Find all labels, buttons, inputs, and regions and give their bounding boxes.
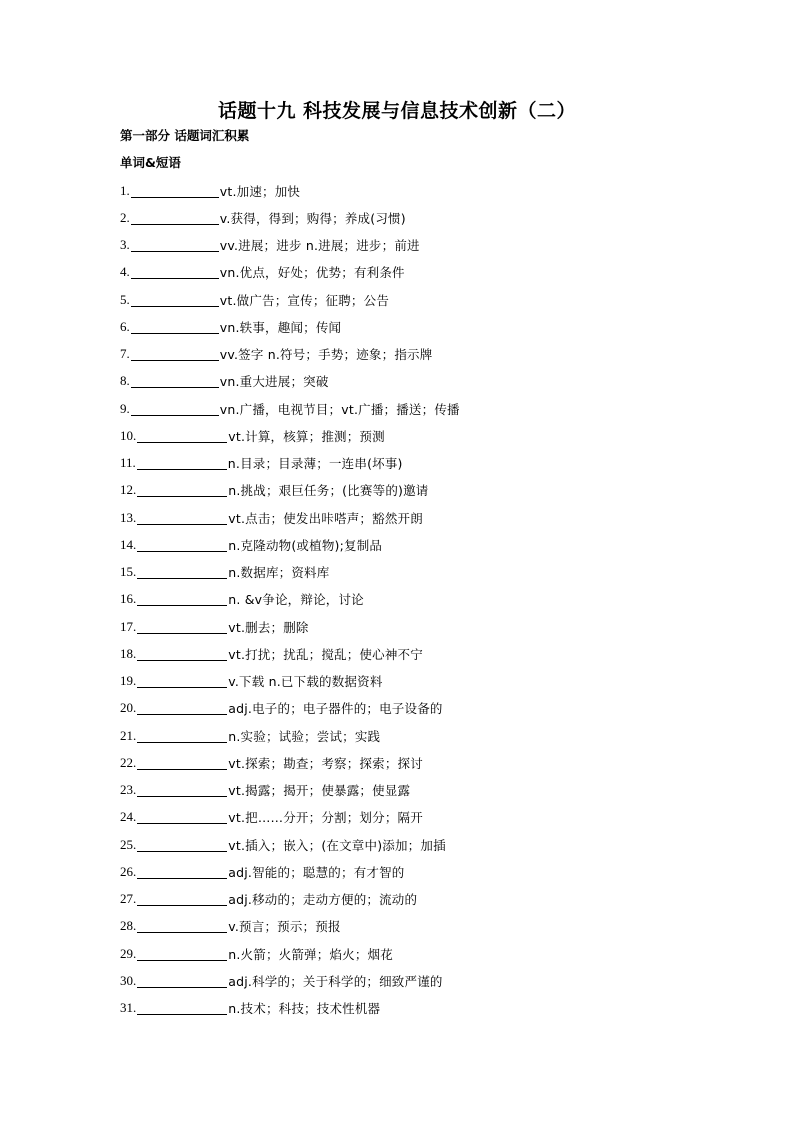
vocab-item: [120, 858, 680, 885]
item-definition: vv.签字 n.符号；手势；迹象；指示牌: [219, 347, 433, 363]
answer-blank[interactable]: [137, 919, 227, 933]
answer-blank[interactable]: [137, 701, 227, 715]
item-definition: vt.做广告；宣传；征聘；公告: [219, 292, 390, 308]
item-definition: vt.把……分开；分割；划分；隔开: [228, 810, 423, 826]
vocab-item: [120, 286, 680, 313]
item-number: 5.: [120, 291, 130, 307]
answer-blank[interactable]: [131, 293, 219, 307]
item-number: 1.: [120, 182, 130, 198]
item-definition: vt.打扰；扰乱；搅乱；使心神不宁: [228, 646, 423, 662]
answer-blank[interactable]: [137, 810, 227, 824]
item-number: 24.: [120, 809, 137, 825]
vocab-item: [120, 204, 680, 231]
item-definition: adj.电子的；电子器件的；电子设备的: [228, 701, 443, 717]
vocab-item: [120, 722, 680, 749]
item-number: 15.: [120, 564, 137, 580]
item-number: 30.: [120, 972, 137, 988]
item-definition: vt.揭露；揭开；使暴露；使显露: [228, 783, 411, 799]
answer-blank[interactable]: [131, 184, 219, 198]
section-heading: 第一部分 话题词汇积累: [120, 128, 250, 143]
item-definition: vn.优点，好处；优势；有利条件: [219, 265, 405, 281]
vocab-item: [120, 613, 680, 640]
item-definition: v.下载 n.已下载的数据资料: [228, 674, 383, 690]
answer-blank[interactable]: [131, 402, 219, 416]
item-definition: vt.计算，核算；推测；预测: [228, 428, 385, 444]
answer-blank[interactable]: [137, 511, 227, 525]
vocab-item: [120, 368, 680, 395]
item-definition: n.实验；试验；尝试；实践: [228, 728, 381, 744]
item-definition: adj.移动的；走动方便的；流动的: [228, 892, 418, 908]
answer-blank[interactable]: [137, 1001, 227, 1015]
answer-blank[interactable]: [137, 538, 227, 552]
item-number: 17.: [120, 618, 137, 634]
item-number: 6.: [120, 318, 130, 334]
item-definition: n.火箭；火箭弹；焰火；烟花: [228, 946, 393, 962]
vocab-item: [120, 804, 680, 831]
item-definition: vv.进展；进步 n.进展；进步；前进: [219, 238, 420, 254]
item-definition: adj.智能的；聪慧的；有才智的: [228, 864, 405, 880]
answer-blank[interactable]: [137, 756, 227, 770]
item-number: 3.: [120, 237, 130, 253]
vocab-item: [120, 504, 680, 531]
item-number: 27.: [120, 891, 137, 907]
vocab-item: [120, 341, 680, 368]
answer-blank[interactable]: [137, 838, 227, 852]
vocab-item: [120, 749, 680, 776]
vocab-item: [120, 395, 680, 422]
item-definition: vn.轶事，趣闻；传闻: [219, 319, 342, 335]
vocab-item: [120, 177, 680, 204]
item-definition: n.技术；科技；技术性机器: [228, 1001, 381, 1017]
vocab-list: [120, 177, 680, 1022]
vocab-item: [120, 777, 680, 804]
item-number: 20.: [120, 700, 137, 716]
answer-blank[interactable]: [137, 947, 227, 961]
answer-blank[interactable]: [137, 483, 227, 497]
vocab-item: [120, 640, 680, 667]
answer-blank[interactable]: [131, 374, 219, 388]
answer-blank[interactable]: [137, 783, 227, 797]
answer-blank[interactable]: [131, 265, 219, 279]
item-number: 16.: [120, 591, 137, 607]
item-number: 19.: [120, 673, 137, 689]
answer-blank[interactable]: [137, 620, 227, 634]
item-number: 9.: [120, 400, 130, 416]
item-definition: vn.重大进展；突破: [219, 374, 329, 390]
item-number: 21.: [120, 727, 137, 743]
answer-blank[interactable]: [131, 320, 219, 334]
vocab-item: [120, 313, 680, 340]
item-number: 11.: [120, 455, 136, 471]
vocab-item: [120, 967, 680, 994]
vocab-item: [120, 450, 680, 477]
answer-blank[interactable]: [137, 565, 227, 579]
item-definition: n.数据库；资料库: [228, 565, 330, 581]
answer-blank[interactable]: [137, 456, 227, 470]
answer-blank[interactable]: [131, 211, 219, 225]
item-number: 26.: [120, 863, 137, 879]
item-definition: n.克隆动物(或植物);复制品: [228, 537, 383, 553]
subsection-heading: 单词&短语: [120, 155, 181, 170]
item-definition: n.挑战；艰巨任务；(比赛等的)邀请: [228, 483, 429, 499]
page-title: 话题十九 科技发展与信息技术创新（二）: [217, 100, 577, 122]
item-number: 22.: [120, 754, 137, 770]
vocab-item: [120, 940, 680, 967]
answer-blank[interactable]: [131, 238, 219, 252]
item-number: 29.: [120, 945, 137, 961]
answer-blank[interactable]: [137, 429, 227, 443]
answer-blank[interactable]: [137, 865, 227, 879]
vocab-item: [120, 831, 680, 858]
vocab-item: [120, 995, 680, 1022]
item-number: 4.: [120, 264, 130, 280]
item-definition: adj.科学的；关于科学的；细致严谨的: [228, 973, 443, 989]
vocab-item: [120, 695, 680, 722]
item-number: 13.: [120, 509, 137, 525]
answer-blank[interactable]: [131, 347, 219, 361]
item-number: 8.: [120, 373, 130, 389]
item-number: 12.: [120, 482, 137, 498]
item-number: 10.: [120, 427, 137, 443]
item-number: 14.: [120, 536, 137, 552]
item-definition: vn.广播，电视节目；vt.广播；播送；传播: [219, 401, 460, 417]
vocab-item: [120, 531, 680, 558]
item-definition: vt.探索；勘查；考察；探索；探讨: [228, 755, 423, 771]
vocab-item: [120, 559, 680, 586]
item-definition: n. &v争论，辩论，讨论: [228, 592, 364, 608]
item-number: 25.: [120, 836, 137, 852]
answer-blank[interactable]: [137, 592, 227, 606]
vocab-item: [120, 668, 680, 695]
item-definition: vt.插入；嵌入；(在文章中)添加；加插: [228, 837, 446, 853]
vocab-item: [120, 477, 680, 504]
item-number: 2.: [120, 209, 130, 225]
item-number: 23.: [120, 782, 137, 798]
item-definition: n.目录；目录薄；一连串(坏事): [227, 456, 403, 472]
item-definition: vt.加速；加快: [219, 183, 301, 199]
vocab-item: [120, 422, 680, 449]
vocab-item: [120, 259, 680, 286]
vocab-item: [120, 232, 680, 259]
answer-blank[interactable]: [137, 674, 227, 688]
item-number: 31.: [120, 1000, 137, 1016]
answer-blank[interactable]: [137, 729, 227, 743]
answer-blank[interactable]: [137, 974, 227, 988]
vocab-item: [120, 886, 680, 913]
item-number: 7.: [120, 346, 130, 362]
item-number: 28.: [120, 918, 137, 934]
item-definition: v.获得，得到；购得；养成(习惯): [219, 210, 406, 226]
item-number: 18.: [120, 645, 137, 661]
item-definition: vt.删去；删除: [228, 619, 309, 635]
answer-blank[interactable]: [137, 892, 227, 906]
vocab-item: [120, 913, 680, 940]
item-definition: vt.点击；使发出咔嗒声；豁然开朗: [228, 510, 423, 526]
item-definition: v.预言；预示；预报: [228, 919, 341, 935]
answer-blank[interactable]: [137, 647, 227, 661]
vocab-item: [120, 586, 680, 613]
